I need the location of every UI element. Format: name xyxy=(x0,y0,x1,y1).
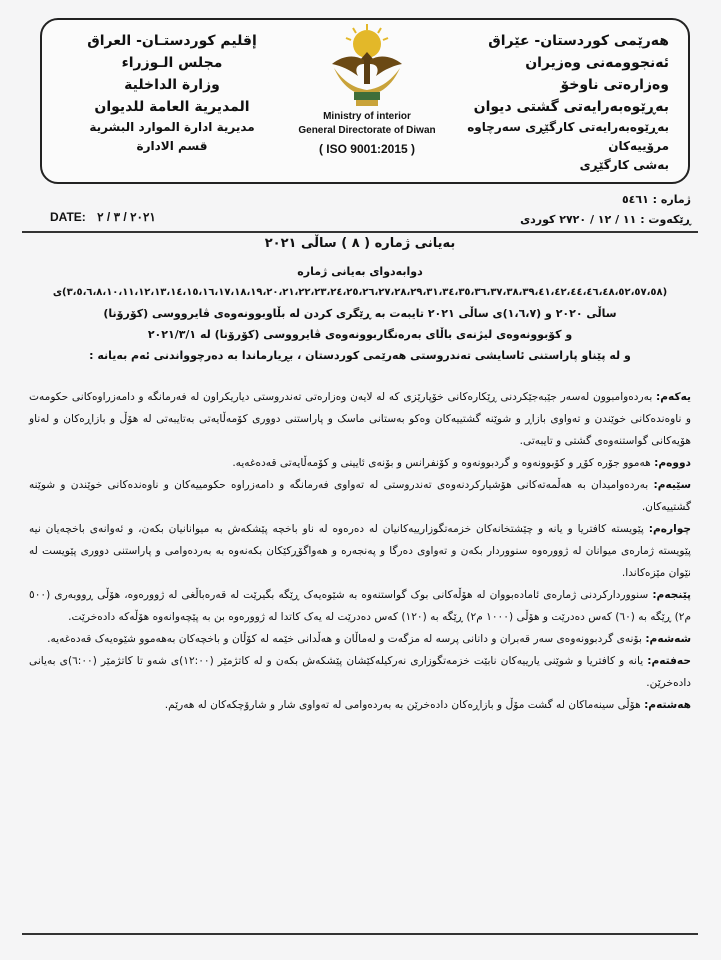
letterhead-center xyxy=(282,24,452,156)
statement-item xyxy=(29,474,691,518)
bottom-divider xyxy=(22,933,698,935)
statement-item xyxy=(29,386,691,452)
letterhead-arabic xyxy=(72,30,272,156)
item-label: هەشتەم: xyxy=(644,699,691,711)
statement-sub-line: و کۆبوونەوەی لیژنەی باڵای بەرەنگاربوونەوەی ڤایرووسی (کۆرۆنا) لە ٢٠٢١/٣/١ xyxy=(147,328,573,341)
letterhead-kurdish-line: هەرێمی کوردستان- عێراق xyxy=(488,33,669,49)
item-text: بۆنەی گردبوونەوەی سەر قەبران و دانانی پرسە لە مزگەت و لەماڵان و هەڵدانی خێمە لە کۆڵان و باخچەکان بەهەموو شێوەیەک قەدەغەیە. xyxy=(47,633,642,645)
item-text: هۆڵی سینەماکان لە گشت مۆڵ و بازاڕەکان دادەخرێن بە بەردەوامی لە تەواوی شار و شارۆچکەکان لە هەرێم. xyxy=(164,699,641,711)
letterhead-kurdish-subline: بەڕێوەبەرایەتی کارگێڕی سەرچاوە مرۆییەکان xyxy=(467,120,669,153)
letterhead-kurdish-subline: بەشی کارگێڕی xyxy=(579,158,669,172)
statement-item xyxy=(29,650,691,694)
statement-sub-line: و لە پێناو پاراستنی ئاسایشی تەندروستی هەرێمی کوردستان ، بڕیارماندا بە دەرچوواندنی ئەم بەیانە : xyxy=(89,349,631,362)
item-label: حەفتەم: xyxy=(647,655,691,667)
item-label: شەشەم: xyxy=(645,633,691,645)
item-label: یەکەم: xyxy=(656,391,692,403)
date-line xyxy=(50,210,156,224)
letterhead-kurdish-line: ئەنجوومەنی وەزیران xyxy=(525,55,669,71)
item-label: چوارەم: xyxy=(648,523,691,535)
statement-sub-line: دوابەدوای بەیانی ژمارە xyxy=(297,265,423,278)
item-label: پێنجەم: xyxy=(652,589,691,601)
statement-title: بەیانی ژمارە ( ٨ ) ساڵی ٢٠٢١ xyxy=(264,236,456,251)
kurdistan-eagle-emblem-icon xyxy=(324,24,410,110)
statement-item xyxy=(29,694,691,716)
statement-sub-line: (٣،٥،٦،٨،١٠،١١،١٢،١٣،١٤،١٥،١٦،١٧،١٨،١٩،٢٠،٢١،٢٢،٢٣،٢٤،٢٥،٢٦،٢٧،٢٨،٢٩،٣١،٣٤،٣٥،٣٦،٣٧،٣٨،٣٩،٤١،٤٢،٤٤،٤٦،٤٨،٥٢،٥٧،٥٨)ی xyxy=(52,287,668,298)
item-text: هەموو جۆرە کۆڕ و کۆبوونەوە و گردبوونەوە و کۆنفرانس و بۆنەی ئایینی و کۆمەڵایەتی قەدەغەیە. xyxy=(232,457,651,469)
item-text: پێویستە کافتریا و یانە و چێشتخانەکان خزمەتگوزارییەکانیان لە دەرەوە لە ناو باخچە پێشکەش بە میوانانیان بکەن، و ئەوانەی باخچەیان نیە پێویستە ژمارەی میوانان لە ژوورەوە سنووردار بکەن و تەواوی دەرگا و پەنجەرە و هەواگۆڕکێکان بکەنەوە بە بەردەوامی و پاراستنی دووری پێویست لە نێوان مێزەکاندا. xyxy=(29,523,691,579)
letterhead-kurdish xyxy=(459,30,669,175)
reference-date: ڕێکەوت : ١١ / ١٢ / ٢٧٢٠ كوردی xyxy=(520,213,691,226)
top-divider xyxy=(22,231,698,233)
english-ministry-label: Ministry of interior xyxy=(323,111,411,122)
item-text: بەردەوامیدان بە هەڵمەتەکانی هۆشیارکردنەوەی تەندروستی لە تەواوی فەرمانگە و دامەزراوە حکومییەکان و ناوەندەکانی خوێندن و شوێنە گشتییەکان. xyxy=(29,479,691,513)
letterhead-kurdish-line: وەزارەتی ناوخۆ xyxy=(560,77,669,93)
english-directorate-label: General Directorate of Diwan xyxy=(298,125,436,136)
statement-item xyxy=(29,628,691,650)
letterhead-arabic-line: المديرية العامة للديوان xyxy=(94,99,250,115)
letterhead-arabic-line: وزارة الداخلية xyxy=(124,77,220,93)
item-text: بەردەوامبوون لەسەر جێبەجێکردنی ڕێکارەکانی خۆپارێزی کە لە لایەن وەزارەتی تەندروستی دیاریکراون لە فەرمانگە و دامەزراوەکانی حکومەت و ناوەندەکانی خوێندن و تەواوی بازاڕ و شوێنە گشتییەکان وەکو بەستانی ماسک و پاراستنی دووری کۆمەڵایەتی بەتایبەتی لە هۆڵ و بازاڕەکان و لەناو هۆیەکانی گواستنەوەی گشتی و تایبەتی. xyxy=(29,391,691,447)
reference-number: ژمارە : ٥٤٦١ xyxy=(621,193,691,206)
statement-item xyxy=(29,584,691,628)
item-label: سێیەم: xyxy=(653,479,691,491)
item-label: دووەم: xyxy=(654,457,691,469)
letterhead-arabic-subline: قسم الادارة xyxy=(136,139,208,153)
letterhead-arabic-line: مجلس الـوزراء xyxy=(121,55,223,71)
statement-sub-line: ساڵی ٢٠٢٠ و (١،٦،٧)ی ساڵی ٢٠٢١ تایبەت بە ڕێگری کردن لە بڵاوبوونەوەی ڤایرووسی (کۆرۆنا) xyxy=(103,307,617,320)
item-text: یانە و کافتریا و شوێنی یارییەکان نابێت خزمەتگوزاری نەرکیلەکێشان پێشکەش بکەن و لە کاتژمێر (١٢:٠٠)ی شەو تا کاتژمێر (٦:٠٠)ی بەیانی دادەخرێن. xyxy=(29,655,691,689)
statement-body xyxy=(29,236,691,716)
letterhead-arabic-line: إقليم كوردستـان- العراق xyxy=(87,33,257,49)
reference-block xyxy=(520,190,691,230)
iso-label: ( ISO 9001:2015 ) xyxy=(318,142,416,156)
date-value: ٢٠٢١ / ٣ / ٢ xyxy=(97,210,156,224)
letterhead-kurdish-line: بەڕێوەبەرایەتی گشتی دیوان xyxy=(473,99,669,115)
statement-item xyxy=(29,518,691,584)
letterhead-arabic-subline: مديرية ادارة الموارد البشرية xyxy=(89,120,255,134)
statement-item xyxy=(29,452,691,474)
date-label: DATE: xyxy=(50,210,86,224)
item-text: سنووردارکردنی ژمارەی ئامادەبووان لە هۆڵەکانی بوک گواستنەوە بە شێوەیەک ڕێگە بگیرێت لە قەرەباڵغی لە ژوورەوە، هۆڵی ڕووبەری (٥٠٠ م٢) ڕێگە بە (٦٠) کەس دەدرێت و هۆڵی (١٠٠٠ م٢) ڕێگە بە (١٢٠) کەس دەدرێت لە یەک کاتدا لە ژوورەوە بن بە پێچەوانەوە هۆڵەکە دادەخرێت. xyxy=(29,589,691,623)
